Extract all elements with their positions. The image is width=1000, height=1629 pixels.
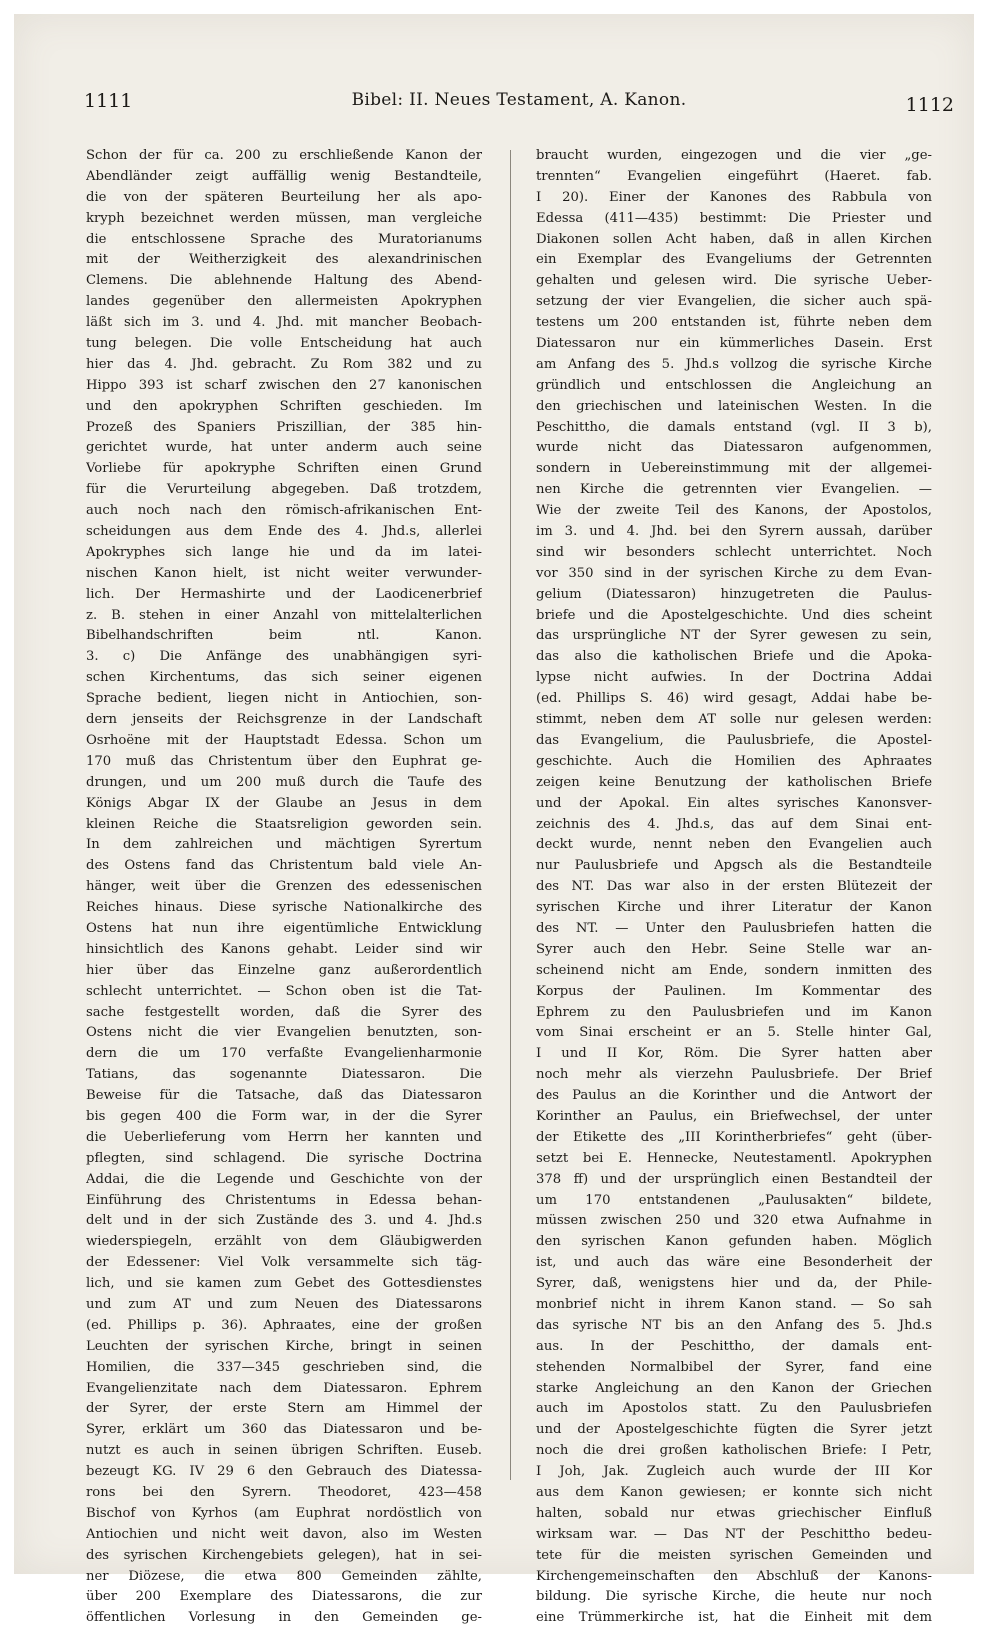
text-line: Prozeß des Spaniers Priszillian, der 385 hin- (86, 419, 482, 435)
text-line: braucht wurden, eingezogen und die vier „ge- (536, 148, 932, 163)
text-line: setzt bei E. Hennecke, Neutestamentl. Apokryphen (536, 1150, 932, 1166)
text-line: Osrhoëne mit der Hauptstadt Edessa. Schon um (86, 732, 482, 748)
text-line: gründlich und entschlossen die Angleichung an (536, 377, 932, 393)
text-line: Ostens hat nun ihre eigentümliche Entwicklung (86, 920, 482, 936)
text-line: für die Verurteilung abgegeben. Daß trotzdem, (86, 482, 482, 498)
text-line: Syrer, erklärt um 360 das Diatessaron und be- (86, 1422, 482, 1438)
text-line: sind wir besonders schlecht unterrichtet. Noch (536, 544, 932, 560)
text-line: der Syrer, der erste Stern am Himmel der (86, 1401, 482, 1417)
text-line: Hippo 393 ist scharf zwischen den 27 kanonischen (86, 377, 482, 393)
text-line: Clemens. Die ablehnende Haltung des Abend- (86, 273, 482, 289)
text-line: schen Kirchentums, das sich seiner eigenen (86, 670, 482, 686)
text-line: Addai, die die Legende und Geschichte von der (86, 1171, 482, 1187)
text-line: z. B. stehen in einer Anzahl von mittelalterlichen (86, 607, 482, 623)
text-line: der Edessener: Viel Volk versammelte sich täg- (86, 1255, 482, 1271)
text-line: hinsichtlich des Kanons gehabt. Leider sind wir (86, 941, 482, 957)
text-line: setzung der vier Evangelien, die sicher auch spä- (536, 294, 932, 310)
text-line: briefe und die Apostelgeschichte. Und dies scheint (536, 607, 932, 623)
text-line: im 3. und 4. Jhd. bei den Syrern aussah, darüber (536, 524, 932, 540)
text-line: wiederspiegeln, erzählt von dem Gläubigwerden (86, 1234, 482, 1250)
text-line: gerichtet wurde, hat unter anderm auch seine (86, 440, 482, 456)
text-line: dern jenseits der Reichsgrenze in der Landschaft (86, 712, 482, 728)
text-line: Reiches hinaus. Diese syrische Nationalkirche des (86, 900, 482, 916)
text-line: Kirchengemeinschaften den Abschluß der Kanons- (536, 1568, 932, 1584)
text-line: I und II Kor, Röm. Die Syrer hatten aber (536, 1046, 932, 1062)
text-line: und der Apokal. Ein altes syrisches Kanonsver- (536, 795, 932, 811)
text-line: lich, und sie kamen zum Gebet des Gottesdienstes (86, 1276, 482, 1292)
page-number-left: 1111 (84, 90, 133, 112)
text-line: drungen, und um 200 muß durch die Taufe des (86, 774, 482, 790)
text-line: des NT. Das war also in der ersten Blütezeit der (536, 879, 932, 895)
text-line: bildung. Die syrische Kirche, die heute nur noch (536, 1589, 932, 1605)
text-line: Schon der für ca. 200 zu erschließende Kanon der (86, 148, 482, 163)
text-line: Wie der zweite Teil des Kanons, der Apostolos, (536, 503, 932, 519)
text-line: deckt wurde, nennt neben den Evangelien auch (536, 837, 932, 853)
text-line: 170 muß das Christentum über den Euphrat ge- (86, 753, 482, 769)
text-line: öffentlichen Vorlesung in den Gemeinden ge- (86, 1610, 482, 1626)
text-line: In dem zahlreichen und mächtigen Syrertum (86, 837, 482, 853)
text-line: Königs Abgar IX der Glaube an Jesus in dem (86, 795, 482, 811)
text-line: sache festgestellt worden, daß die Syrer des (86, 1004, 482, 1020)
text-line: Antiochien und nicht weit davon, also im Westen (86, 1526, 482, 1542)
text-line: Syrer auch den Hebr. Seine Stelle war an- (536, 941, 932, 957)
text-line: und den apokryphen Schriften geschieden. Im (86, 398, 482, 414)
text-line: ein Exemplar des Evangeliums der Getrennten (536, 252, 932, 268)
text-line: geschichte. Auch die Homilien des Aphraates (536, 753, 932, 769)
text-line: kleinen Reiche die Staatsreligion geworden sein. (86, 816, 482, 832)
left-text-column (86, 146, 482, 1629)
text-line: syrischen Kirche und ihrer Literatur der Kanon (536, 900, 932, 916)
text-line: gehalten und gelesen wird. Die syrische Ueber- (536, 273, 932, 289)
text-line: rons bei den Syrern. Theodoret, 423—458 (86, 1485, 482, 1500)
text-line: das also die katholischen Briefe und die Apoka- (536, 649, 932, 665)
text-line: und der Apostelgeschichte fügten die Syrer jetzt (536, 1422, 932, 1438)
text-line: Tatians, das sogenannte Diatessaron. Die (86, 1067, 482, 1083)
text-line: nutzt es auch in seinen übrigen Schriften. Euseb. (86, 1443, 482, 1459)
text-line: mit der Weitherzigkeit des alexandrinischen (86, 252, 482, 268)
text-line: aus dem Kanon gewiesen; er konnte sich nicht (536, 1485, 932, 1500)
running-title: Bibel: II. Neues Testament, A. Kanon. (351, 90, 687, 110)
text-line: Vorliebe für apokryphe Schriften einen Grund (86, 461, 482, 477)
text-line: Abendländer zeigt auffällig wenig Bestandteile, (86, 168, 482, 184)
text-line: bis gegen 400 die Form war, in der die Syrer (86, 1108, 482, 1124)
text-line: Korinther an Paulus, ein Briefwechsel, der unter (536, 1108, 932, 1124)
text-line: nen Kirche die getrennten vier Evangelien. — (536, 482, 932, 498)
column-divider (510, 150, 511, 1480)
text-line: noch mehr als vierzehn Paulusbriefe. Der Brief (536, 1067, 932, 1083)
text-line: der Etikette des „III Korintherbriefes“ geht (über- (536, 1129, 932, 1145)
text-line: I Joh, Jak. Zugleich auch wurde der III Kor (536, 1464, 932, 1480)
text-line: Bibelhandschriften beim ntl. Kanon. (86, 628, 482, 644)
text-line: Peschittho, die damals entstand (vgl. II 3 b), (536, 419, 932, 435)
text-line: Korpus der Paulinen. Im Kommentar des (536, 983, 932, 999)
text-line: Apokryphes sich lange hie und da im latei- (86, 544, 482, 560)
text-line: aus. In der Peschittho, der damals ent- (536, 1338, 932, 1354)
text-line: Homilien, die 337—345 geschrieben sind, die (86, 1359, 482, 1375)
page-number-right: 1112 (905, 94, 954, 116)
text-line: halten, sobald nur etwas griechischer Einfluß (536, 1505, 932, 1521)
text-line: hier das 4. Jhd. gebracht. Zu Rom 382 und zu (86, 356, 482, 372)
right-text-column (536, 146, 932, 1629)
text-line: ist, und auch das wäre eine Besonderheit der (536, 1255, 932, 1271)
text-line: ner Diözese, die etwa 800 Gemeinden zählte, (86, 1568, 482, 1584)
text-line: Sprache bedient, liegen nicht in Antiochien, son- (86, 691, 482, 707)
text-line: (ed. Phillips S. 46) wird gesagt, Addai habe be- (536, 691, 932, 707)
text-line: Ephrem zu den Paulusbriefen und im Kanon (536, 1004, 932, 1020)
text-line: eine Trümmerkirche ist, hat die Einheit mit dem (536, 1610, 932, 1626)
text-line: und zum AT und zum Neuen des Diatessarons (86, 1296, 482, 1312)
text-line: am Anfang des 5. Jhd.s vollzog die syrische Kirche (536, 356, 932, 372)
text-line: schlecht unterrichtet. — Schon oben ist die Tat- (86, 983, 482, 999)
text-line: vom Sinai erscheint er an 5. Stelle hinter Gal, (536, 1025, 932, 1041)
text-line: Ostens nicht die vier Evangelien benutzten, son- (86, 1025, 482, 1041)
text-line: gelium (Diatessaron) hinzugetreten die Paulus- (536, 586, 932, 602)
text-line: Diatessaron nur ein kümmerliches Dasein. Erst (536, 336, 932, 352)
text-line: stimmt, neben dem AT solle nur gelesen werden: (536, 712, 932, 728)
text-line: bezeugt KG. IV 29 6 den Gebrauch des Diatessa- (86, 1464, 482, 1480)
text-line: müssen zwischen 250 und 320 etwa Aufnahme in (536, 1213, 932, 1229)
text-line: des Paulus an die Korinther und die Antwort der (536, 1088, 932, 1104)
text-line: stehenden Normalbibel der Syrer, fand eine (536, 1359, 932, 1375)
text-line: I 20). Einer der Kanones des Rabbula von (536, 189, 932, 205)
text-line: (ed. Phillips p. 36). Aphraates, eine der großen (86, 1317, 482, 1333)
text-line: über 200 Exemplare des Diatessarons, die zur (86, 1589, 482, 1605)
text-line: auch noch nach den römisch-afrikanischen Ent- (86, 503, 482, 519)
text-line: den griechischen und lateinischen Westen. In die (536, 398, 932, 414)
text-line: die entschlossene Sprache des Muratorianums (86, 231, 482, 247)
text-line: auch im Apostolos statt. Zu den Paulusbriefen (536, 1401, 932, 1417)
text-line: 3. c) Die Anfänge des unabhängigen syri- (86, 649, 482, 665)
text-line: des NT. — Unter den Paulusbriefen hatten die (536, 920, 932, 936)
text-line: tung belegen. Die volle Entscheidung hat auch (86, 336, 482, 352)
text-line: Beweise für die Tatsache, daß das Diatessaron (86, 1088, 482, 1104)
text-line: um 170 entstandenen „Paulusakten“ bildete, (536, 1192, 932, 1208)
text-line: monbrief nicht in ihrem Kanon stand. — So sah (536, 1296, 932, 1312)
text-line: wurde nicht das Diatessaron aufgenommen, (536, 440, 932, 456)
text-line: hänger, weit über die Grenzen des edessenischen (86, 879, 482, 895)
text-line: nur Paulusbriefe und Apgsch als die Bestandteile (536, 858, 932, 874)
text-line: das syrische NT bis an den Anfang des 5. Jhd.s (536, 1317, 932, 1333)
text-line: Leuchten der syrischen Kirche, bringt in seinen (86, 1338, 482, 1354)
text-line: den syrischen Kanon gefunden haben. Möglich (536, 1234, 932, 1250)
text-line: zeigen keine Benutzung der katholischen Briefe (536, 774, 932, 790)
text-line: scheidungen aus dem Ende des 4. Jhd.s, allerlei (86, 524, 482, 540)
text-line: pflegten, sind schlagend. Die syrische Doctrina (86, 1150, 482, 1166)
text-line: scheinend nicht am Ende, sondern inmitten des (536, 962, 932, 978)
text-line: starke Angleichung an den Kanon der Griechen (536, 1380, 932, 1396)
text-line: Bischof von Kyrhos (am Euphrat nordöstlich von (86, 1505, 482, 1521)
text-line: delt und in der sich Zustände des 3. und 4. Jhd.s (86, 1213, 482, 1229)
text-line: hier über das Einzelne ganz außerordentlich (86, 962, 482, 978)
text-line: Einführung des Christentums in Edessa behan- (86, 1192, 482, 1208)
text-line: nischen Kanon hielt, ist nicht weiter verwunder- (86, 565, 482, 581)
text-line: die Ueberlieferung vom Herrn her kannten und (86, 1129, 482, 1145)
text-line: lich. Der Hermashirte und der Laodicenerbrief (86, 586, 482, 602)
text-line: des Ostens fand das Christentum bald viele An- (86, 858, 482, 874)
text-line: dern die um 170 verfaßte Evangelienharmonie (86, 1046, 482, 1062)
text-line: des syrischen Kirchengebiets gelegen), hat in sei- (86, 1547, 482, 1563)
text-line: trennten“ Evangelien eingeführt (Haeret. fab. (536, 168, 932, 184)
text-line: landes gegenüber den allermeisten Apokryphen (86, 294, 482, 310)
text-line: das ursprüngliche NT der Syrer gewesen zu sein, (536, 628, 932, 644)
text-line: Syrer, daß, wenigstens hier und da, der Phile- (536, 1276, 932, 1292)
text-line: die von der späteren Beurteilung her als apo- (86, 189, 482, 205)
text-line: zeichnis des 4. Jhd.s, das auf dem Sinai ent- (536, 816, 932, 832)
text-line: Edessa (411—435) bestimmt: Die Priester und (536, 210, 932, 226)
text-line: noch die drei großen katholischen Briefe: I Petr, (536, 1443, 932, 1459)
text-line: wirksam war. — Das NT der Peschittho bedeu- (536, 1526, 932, 1542)
text-line: läßt sich im 3. und 4. Jhd. mit mancher Beobach- (86, 315, 482, 331)
text-line: das Evangelium, die Paulusbriefe, die Apostel- (536, 732, 932, 748)
text-line: tete für die meisten syrischen Gemeinden und (536, 1547, 932, 1563)
page-header (84, 90, 954, 120)
text-line: Evangelienzitate nach dem Diatessaron. Ephrem (86, 1380, 482, 1396)
text-line: testens um 200 entstanden ist, führte neben dem (536, 315, 932, 331)
text-line: Diakonen sollen Acht haben, daß in allen Kirchen (536, 231, 932, 247)
text-line: lypse nicht aufwies. In der Doctrina Addai (536, 670, 932, 686)
text-line: sondern in Uebereinstimmung mit der allgemei- (536, 461, 932, 477)
text-line: kryph bezeichnet werden müssen, man vergleiche (86, 210, 482, 226)
text-line: vor 350 sind in der syrischen Kirche zu dem Evan- (536, 565, 932, 581)
text-line: 378 ff) und der ursprünglich einen Bestandteil der (536, 1171, 932, 1187)
